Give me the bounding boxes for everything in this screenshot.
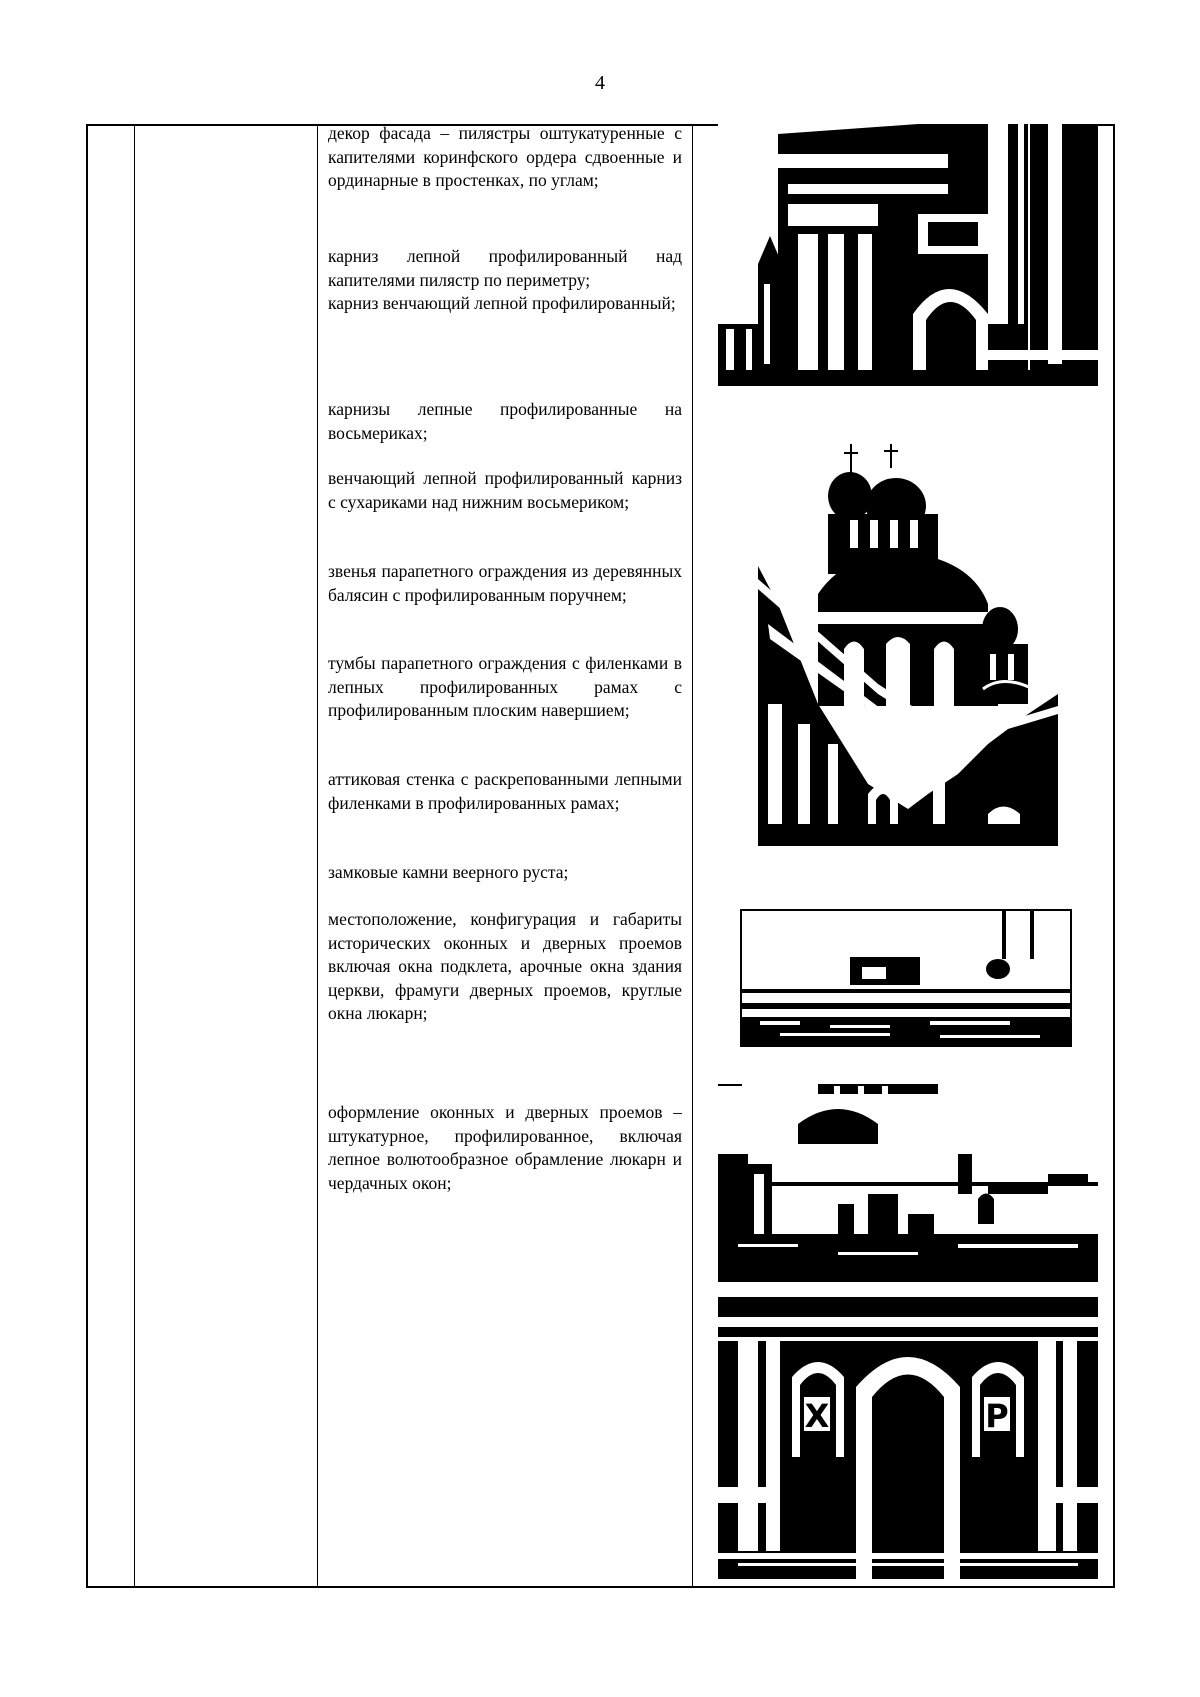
paragraph-octagon-cornices: карнизы лепные профилированные на восьмериках; (328, 399, 682, 443)
paragraph-keystones: замковые камни веерного руста; (328, 862, 569, 882)
column-divider-1 (134, 126, 135, 1586)
column-divider-2 (317, 126, 318, 1586)
portal-letter-right: Р (985, 1397, 1009, 1435)
paragraph-facade-decor: декор фасада – пилястры оштукатуренные с капителями коринфского ордера сдвоенные и ординарные в простенках, по углам; (328, 123, 682, 190)
paragraph-cornice-capitals: карниз лепной профилированный над капителями пилястр по периметру; (328, 246, 682, 290)
photo-portal (718, 1297, 1098, 1579)
page-number: 4 (595, 72, 605, 94)
paragraph-opening-decoration: оформление оконных и дверных проемов – штукатурное, профилированное, включая лепное волютообразное обрамление люкарн и чердачных окон; (328, 1102, 682, 1193)
photo-pilasters-cornice (718, 124, 1098, 386)
photo-church-facade (718, 1084, 1098, 1282)
monument-subject-table (86, 124, 1115, 1588)
paragraph-attic-wall: аттиковая стенка с раскрепованными лепными филенками в профилированных рамах; (328, 769, 682, 813)
paragraph-dentil-cornice: венчающий лепной профилированный карниз с сухариками над нижним восьмериком; (328, 468, 682, 512)
photo-church-domes (758, 444, 1078, 846)
paragraph-parapet-pedestals: тумбы парапетного ограждения с филенками в лепных профилированных рамах с профилированным плоским навершием; (328, 653, 682, 720)
column-divider-3 (692, 126, 693, 1586)
paragraph-crowning-cornice: карниз венчающий лепной профилированный; (328, 293, 676, 313)
portal-letter-left: Х (804, 1397, 830, 1435)
paragraph-openings: местоположение, конфигурация и габариты исторических оконных и дверных проемов включая окна подклета, арочные окна здания церкви, фрамуги дверных проемов, круглые окна люкарн; (328, 909, 682, 1023)
photo-wall-openings (740, 909, 1072, 1047)
paragraph-balusters: звенья парапетного ограждения из деревянных балясин с профилированным поручнем; (328, 561, 682, 605)
